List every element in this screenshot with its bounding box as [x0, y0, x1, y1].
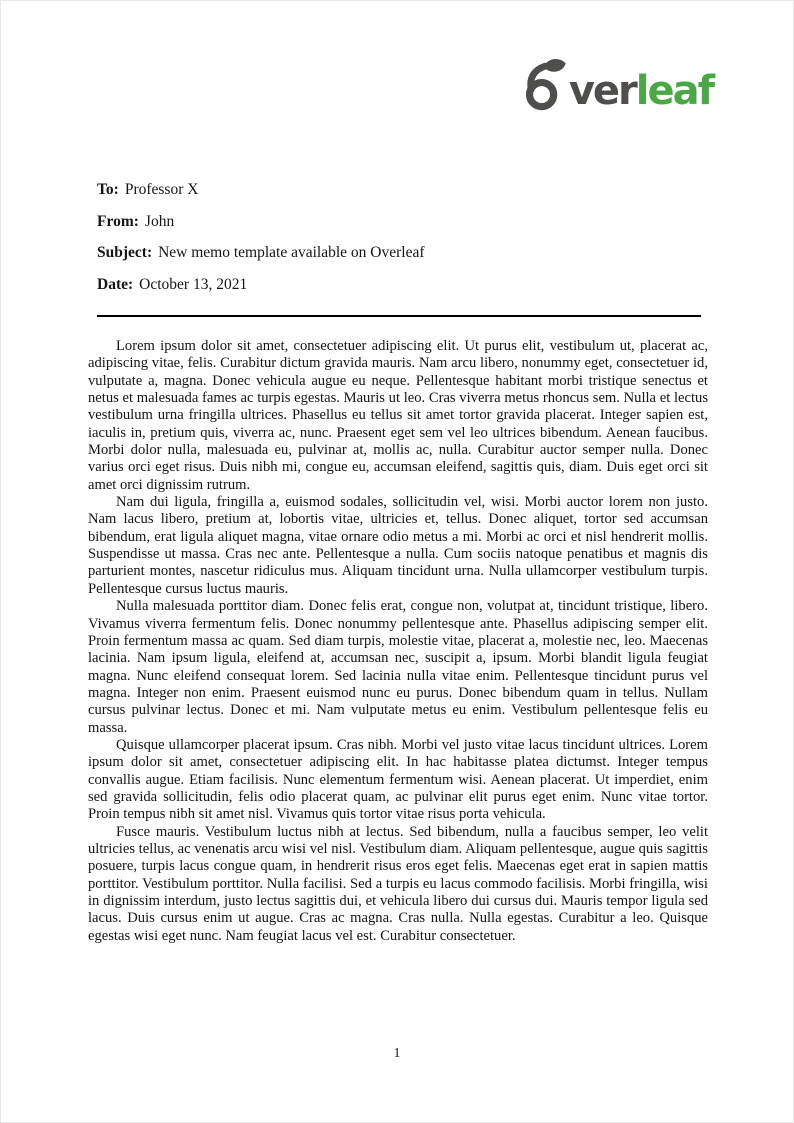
date-value: October 13, 2021	[139, 275, 248, 293]
overleaf-logo	[522, 57, 713, 114]
body-paragraph: Quisque ullamcorper placerat ipsum. Cras nibh. Morbi vel justo vitae lacus tincidunt ultrices. Lorem ipsum dolor sit amet, consectetuer adipiscing elit. In hac habitasse platea dictumst. Integer tempus convallis augue. Etiam facilisis. Nunc elementum fermentum wisi. Aenean placerat. Ut imperdiet, enim sed gravida sollicitudin, felis odio placerat quam, ac pulvinar elit purus eget enim. Nunc vitae tortor. Proin tempus nibh sit amet nisl. Vivamus quis tortor vitae risus porta vehicula.	[88, 736, 708, 823]
logo-text-gray: ver	[568, 68, 636, 114]
to-value: Professor X	[124, 181, 199, 198]
body-paragraph: Nam dui ligula, fringilla a, euismod sodales, sollicitudin vel, wisi. Morbi auctor lorem non justo. Nam lacus libero, pretium at, lobortis vitae, ultricies et, tellus. Donec aliquet, tortor sed accumsan bibendum, erat ligula aliquet magna, vitae ornare odio metus a mi. Morbi ac orci et nisl hendrerit mollis. Suspendisse ut massa. Cras nec ante. Pellentesque a nulla. Cum sociis natoque penatibus et magnis dis parturient montes, nascetur ridiculus mus. Aliquam tincidunt urna. Nulla ullamcorper vestibulum turpis. Pellentesque cursus luctus mauris.	[88, 494, 708, 597]
subject-label: Subject:	[97, 244, 153, 261]
to-label: To:	[97, 181, 119, 198]
from-value: John	[144, 212, 175, 230]
memo-field-to	[97, 181, 425, 199]
leaf-icon	[543, 59, 565, 72]
subject-value: New memo template available on Overleaf	[158, 244, 425, 261]
body-paragraph: Fusce mauris. Vestibulum luctus nibh at lectus. Sed bibendum, nulla a faucibus semper, leo velit ultricies tellus, ac venenatis arcu wisi vel nisl. Vestibulum diam. Aliquam pellentesque, augue quis sagittis posuere, turpis lacus congue quam, in hendrerit risus eros eget felis. Maecenas eget erat in sapien mattis porttitor. Vestibulum porttitor. Nulla facilisi. Sed a turpis eu lacus commodo facilisis. Morbi fringilla, wisi in dignissim interdum, justo lectus sagittis dui, et vehicula libero dui cursus dui. Mauris tempor ligula sed lacus. Duis cursus enim ut augue. Cras ac magna. Cras nulla. Nulla egestas. Curabitur a leo. Quisque egestas wisi eget nunc. Nam feugiat lacus vel est. Curabitur consectetuer.	[88, 823, 708, 944]
date-label: Date:	[97, 275, 134, 293]
memo-field-subject	[97, 244, 425, 262]
page-number: 1	[393, 1046, 401, 1061]
memo-field-from	[97, 213, 425, 231]
memo-header	[97, 181, 425, 307]
memo-field-date	[97, 276, 425, 294]
memo-body	[88, 338, 708, 945]
overleaf-o-leaf-icon	[522, 57, 568, 111]
page-footer	[1, 1046, 793, 1062]
logo-text-green: leaf	[635, 68, 713, 114]
body-paragraph: Nulla malesuada porttitor diam. Donec felis erat, congue non, volutpat at, tincidunt tristique, libero. Vivamus viverra fermentum felis. Donec nonummy pellentesque ante. Phasellus adipiscing semper elit. Proin fermentum massa ac quam. Sed diam turpis, molestie vitae, placerat a, molestie nec, leo. Maecenas lacinia. Nam ipsum ligula, eleifend at, accumsan nec, suscipit a, ipsum. Morbi blandit ligula feugiat magna. Nunc eleifend consequat lorem. Sed lacinia nulla vitae enim. Pellentesque tincidunt purus vel magna. Integer non enim. Praesent euismod nunc eu purus. Donec bibendum quam in tellus. Nullam cursus pulvinar lectus. Donec et mi. Nam vulputate metus eu enim. Vestibulum pellentesque felis eu massa.	[88, 598, 708, 736]
from-label: From:	[97, 212, 139, 230]
body-paragraph: Lorem ipsum dolor sit amet, consectetuer adipiscing elit. Ut purus elit, vestibulum ut, placerat ac, adipiscing vitae, felis. Curabitur dictum gravida mauris. Nam arcu libero, nonummy eget, consectetuer id, vulputate a, magna. Donec vehicula augue eu neque. Pellentesque habitant morbi tristique senectus et netus et malesuada fames ac turpis egestas. Mauris ut leo. Cras viverra metus rhoncus sem. Nulla et lectus vestibulum urna fringilla ultrices. Phasellus eu tellus sit amet tortor gravida placerat. Integer sapien est, iaculis in, pretium quis, viverra ac, nunc. Praesent eget sem vel leo ultrices bibendum. Aenean faucibus. Morbi dolor nulla, malesuada eu, pulvinar at, mollis ac, nulla. Curabitur auctor semper nulla. Donec varius orci eget risus. Duis nibh mi, congue eu, accumsan eleifend, sagittis quis, diam. Duis eget orci sit amet orci dignissim rutrum.	[88, 338, 708, 493]
divider-rule	[97, 315, 701, 317]
